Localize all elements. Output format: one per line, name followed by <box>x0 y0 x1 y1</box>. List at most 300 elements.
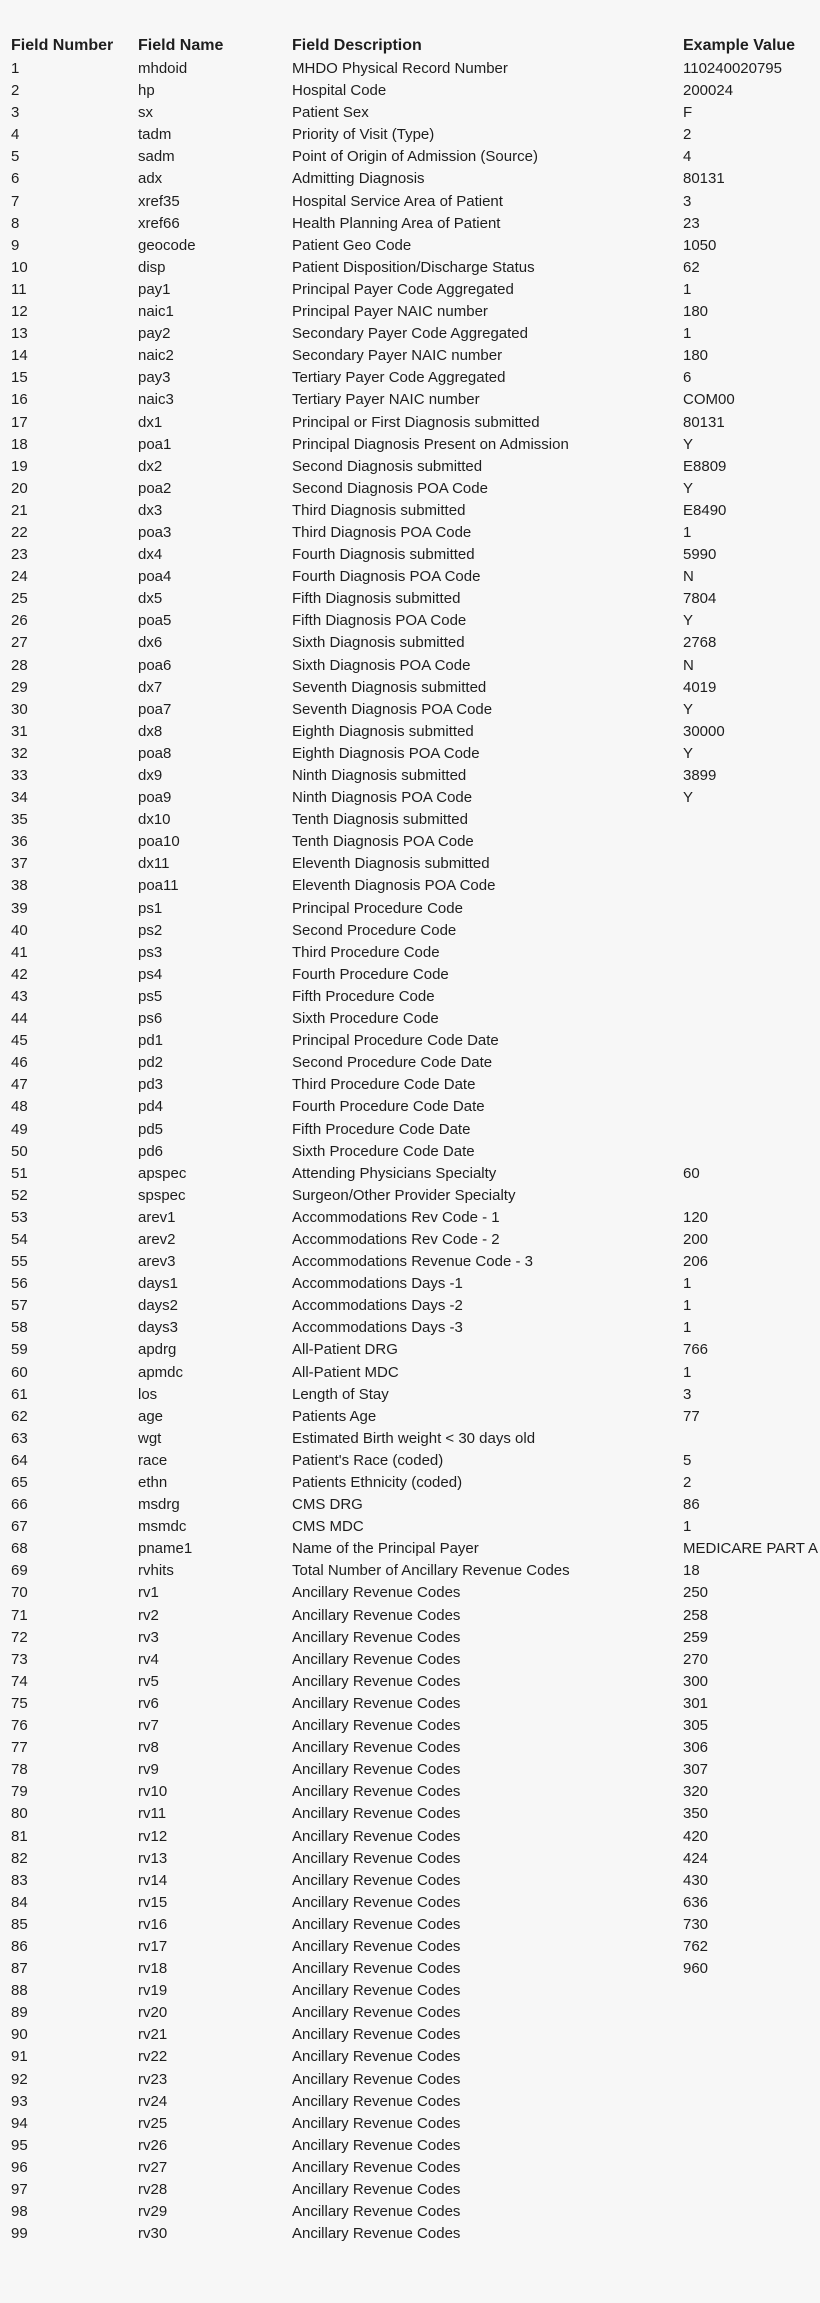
field-description-cell: Surgeon/Other Provider Specialty <box>292 1186 516 1204</box>
field-number-cell: 81 <box>11 1827 28 1845</box>
field-description-cell: Accommodations Rev Code - 1 <box>292 1208 500 1226</box>
table-row <box>11 1207 820 1229</box>
field-name-cell: rv30 <box>138 2225 168 2243</box>
table-row <box>11 80 820 102</box>
field-number-cell: 65 <box>11 1474 28 1491</box>
field-name-cell: rv4 <box>138 1650 159 1668</box>
field-description-cell: Accommodations Rev Code - 2 <box>292 1230 500 1248</box>
field-number-cell: 44 <box>11 1010 28 1028</box>
example-value-cell <box>683 1008 820 1030</box>
field-name-cell: dx1 <box>138 413 163 431</box>
table-row <box>11 942 820 964</box>
example-value-cell: 1050 <box>683 236 717 254</box>
table-row <box>11 191 820 213</box>
table-row <box>11 323 820 345</box>
table-row <box>11 964 820 986</box>
field-number-cell: 52 <box>11 1186 28 1204</box>
table-row <box>11 500 820 522</box>
field-name-cell: wgt <box>138 1429 162 1447</box>
field-number-cell: 83 <box>11 1871 28 1889</box>
field-number-cell: 9 <box>11 236 20 254</box>
field-name-cell: rv9 <box>138 1761 159 1779</box>
field-description-cell: Ancillary Revenue Codes <box>292 1694 461 1712</box>
field-description-cell: Ancillary Revenue Codes <box>292 2203 461 2221</box>
field-name-cell: days3 <box>138 1319 179 1337</box>
field-description-cell: Ancillary Revenue Codes <box>292 1672 461 1690</box>
field-name-cell: poa4 <box>138 568 172 586</box>
table-row <box>11 124 820 146</box>
field-number-cell: 12 <box>11 303 28 321</box>
table-row <box>11 1472 820 1494</box>
example-value-cell: COM00 <box>683 391 735 409</box>
example-value-cell: 2 <box>683 126 692 144</box>
table-row <box>11 1914 820 1936</box>
field-number-cell: 43 <box>11 987 28 1005</box>
field-number-cell: 29 <box>11 678 28 696</box>
example-value-cell: 3 <box>683 192 692 210</box>
field-name-cell: arev1 <box>138 1208 176 1226</box>
field-number-cell: 31 <box>11 722 28 740</box>
field-name-cell: sx <box>138 104 153 122</box>
table-row <box>11 2091 820 2113</box>
example-value-cell: 60 <box>683 1164 700 1182</box>
example-value-cell: 4 <box>683 148 692 166</box>
field-number-cell: 66 <box>11 1496 28 1514</box>
field-description-cell: Fifth Diagnosis POA Code <box>292 612 467 630</box>
field-number-cell: 76 <box>11 1717 28 1735</box>
field-name-cell: poa2 <box>138 479 172 497</box>
field-name-cell: pd2 <box>138 1054 164 1072</box>
field-name-cell: dx11 <box>138 855 170 873</box>
field-description-cell: Ancillary Revenue Codes <box>292 1960 461 1978</box>
field-description-cell: Fifth Procedure Code Date <box>292 1120 471 1138</box>
field-number-cell: 69 <box>11 1562 28 1580</box>
table-row <box>11 920 820 942</box>
field-description-cell: Fourth Diagnosis POA Code <box>292 568 481 586</box>
table-row <box>11 1251 820 1273</box>
field-description-cell: CMS DRG <box>292 1496 363 1514</box>
field-number-cell: 82 <box>11 1849 28 1867</box>
field-name-cell: rv8 <box>138 1739 159 1757</box>
example-value-cell: 180 <box>683 347 709 365</box>
field-description-cell: Ancillary Revenue Codes <box>292 1915 461 1933</box>
example-value-cell: 2 <box>683 1474 692 1491</box>
field-description-cell: Ancillary Revenue Codes <box>292 1584 461 1602</box>
field-name-cell: rv22 <box>138 2048 168 2066</box>
table-row <box>11 1627 820 1649</box>
table-row <box>11 566 820 588</box>
table-row <box>11 1848 820 1870</box>
field-description-cell: Accommodations Days -1 <box>292 1275 463 1293</box>
table-row <box>11 853 820 875</box>
field-name-cell: spspec <box>138 1186 186 1204</box>
field-name-cell: xref66 <box>138 214 180 232</box>
field-description-cell: Secondary Payer Code Aggregated <box>292 325 528 343</box>
table-row <box>11 2024 820 2046</box>
example-value-cell: 6 <box>683 369 692 387</box>
example-value-cell <box>683 2135 820 2157</box>
field-name-cell: apmdc <box>138 1363 184 1381</box>
field-name-cell: dx6 <box>138 634 163 652</box>
field-description-cell: Name of the Principal Payer <box>292 1540 479 1558</box>
example-value-cell: 1 <box>683 280 692 298</box>
field-number-cell: 39 <box>11 899 28 917</box>
table-row <box>11 1582 820 1604</box>
example-value-cell: 730 <box>683 1915 709 1933</box>
field-description-cell: Hospital Code <box>292 82 387 100</box>
example-value-cell: 7804 <box>683 590 717 608</box>
table-row <box>11 677 820 699</box>
example-value-cell <box>683 986 820 1008</box>
table-row <box>11 1560 820 1582</box>
table-row <box>11 875 820 897</box>
table-row <box>11 279 820 301</box>
table-row <box>11 2069 820 2091</box>
field-number-cell: 8 <box>11 214 20 232</box>
table-row <box>11 1715 820 1737</box>
table-row <box>11 1317 820 1339</box>
example-value-cell <box>683 1074 820 1096</box>
table-row <box>11 1384 820 1406</box>
field-description-cell: Ancillary Revenue Codes <box>292 2114 461 2132</box>
example-value-cell: 306 <box>683 1739 709 1757</box>
field-description-cell: Ancillary Revenue Codes <box>292 2092 461 2110</box>
field-number-cell: 33 <box>11 767 28 784</box>
table-row <box>11 831 820 853</box>
field-name-cell: dx7 <box>138 678 163 696</box>
table-row <box>11 434 820 456</box>
field-number-cell: 13 <box>11 325 28 343</box>
example-value-cell <box>683 853 820 875</box>
field-description-cell: Hospital Service Area of Patient <box>292 192 503 210</box>
example-value-cell <box>683 831 820 853</box>
field-description-cell: Tertiary Payer NAIC number <box>292 391 480 409</box>
field-description-cell: Patients Age <box>292 1407 377 1425</box>
field-description-cell: Ancillary Revenue Codes <box>292 1849 461 1867</box>
example-value-cell <box>683 964 820 986</box>
example-value-cell <box>683 1052 820 1074</box>
field-number-cell: 18 <box>11 435 28 453</box>
field-name-cell: msmdc <box>138 1518 187 1536</box>
field-name-cell: apspec <box>138 1164 187 1182</box>
field-description-cell: Third Procedure Code <box>292 943 440 961</box>
field-number-cell: 89 <box>11 2004 28 2022</box>
field-name-cell: poa10 <box>138 833 180 851</box>
field-description-cell: Fourth Diagnosis submitted <box>292 546 475 564</box>
field-number-cell: 92 <box>11 2070 28 2088</box>
field-name-cell: dx9 <box>138 767 163 784</box>
example-value-cell: 250 <box>683 1584 709 1602</box>
field-description-cell: Accommodations Days -3 <box>292 1319 463 1337</box>
field-number-cell: 96 <box>11 2158 28 2176</box>
table-row <box>11 1494 820 1516</box>
field-number-cell: 4 <box>11 126 20 144</box>
example-value-cell: 4019 <box>683 678 717 696</box>
example-value-cell <box>683 2201 820 2223</box>
example-value-cell: F <box>683 104 693 122</box>
example-value-cell <box>683 1119 820 1141</box>
field-number-cell: 2 <box>11 82 20 100</box>
example-value-cell <box>683 2024 820 2046</box>
field-name-cell: rvhits <box>138 1562 174 1580</box>
field-name-cell: pay1 <box>138 280 171 298</box>
field-description-cell: Principal or First Diagnosis submitted <box>292 413 540 431</box>
example-value-cell <box>683 920 820 942</box>
example-value-cell <box>683 2069 820 2091</box>
table-row <box>11 1803 820 1825</box>
field-number-cell: 74 <box>11 1672 28 1690</box>
field-name-cell: disp <box>138 258 166 276</box>
field-number-cell: 59 <box>11 1341 28 1359</box>
example-value-cell <box>683 1185 820 1207</box>
field-number-cell: 86 <box>11 1937 28 1955</box>
table-row <box>11 1229 820 1251</box>
field-description-cell: Ancillary Revenue Codes <box>292 1717 461 1735</box>
field-number-cell: 68 <box>11 1540 28 1558</box>
header-field-name: Field Name <box>138 37 224 54</box>
field-name-cell: poa11 <box>138 877 179 895</box>
field-number-cell: 88 <box>11 1982 28 2000</box>
field-description-cell: Accommodations Days -2 <box>292 1297 463 1315</box>
field-name-cell: naic2 <box>138 347 174 365</box>
table-row <box>11 898 820 920</box>
field-description-cell: Eleventh Diagnosis POA Code <box>292 877 496 895</box>
field-number-cell: 97 <box>11 2181 28 2198</box>
field-description-cell: Estimated Birth weight < 30 days old <box>292 1429 536 1447</box>
table-row <box>11 1759 820 1781</box>
example-value-cell: 301 <box>683 1694 709 1712</box>
field-description-cell: Tenth Diagnosis POA Code <box>292 833 474 851</box>
table-row <box>11 456 820 478</box>
field-number-cell: 27 <box>11 634 28 652</box>
field-number-cell: 40 <box>11 921 28 939</box>
table-row <box>11 610 820 632</box>
field-name-cell: rv29 <box>138 2203 168 2221</box>
field-name-cell: rv14 <box>138 1871 168 1889</box>
table-row <box>11 1870 820 1892</box>
field-number-cell: 91 <box>11 2048 28 2066</box>
table-row <box>11 1273 820 1295</box>
example-value-cell: Y <box>683 435 694 453</box>
example-value-cell: 636 <box>683 1893 709 1911</box>
field-number-cell: 26 <box>11 612 28 630</box>
example-value-cell: Y <box>683 612 694 630</box>
field-description-cell: Principal Payer Code Aggregated <box>292 280 514 298</box>
example-value-cell: 62 <box>683 258 700 276</box>
example-value-cell <box>683 875 820 897</box>
field-number-cell: 37 <box>11 855 28 873</box>
field-name-cell: pd1 <box>138 1032 164 1050</box>
field-name-cell: poa5 <box>138 612 172 630</box>
example-value-cell: 1 <box>683 1297 692 1315</box>
table-row <box>11 412 820 434</box>
field-description-cell: Ancillary Revenue Codes <box>292 2181 461 2198</box>
field-description-cell: Total Number of Ancillary Revenue Codes <box>292 1562 570 1580</box>
table-row <box>11 2223 820 2245</box>
field-number-cell: 36 <box>11 833 28 851</box>
field-name-cell: sadm <box>138 148 175 166</box>
example-value-cell: MEDICARE PART A <box>683 1540 819 1558</box>
table-row <box>11 102 820 124</box>
field-number-cell: 15 <box>11 369 28 387</box>
example-value-cell: 420 <box>683 1827 709 1845</box>
example-value-cell: 1 <box>683 523 692 541</box>
example-value-cell <box>683 2046 820 2068</box>
field-layout-table <box>11 34 820 2245</box>
field-number-cell: 70 <box>11 1584 28 1602</box>
example-value-cell <box>683 898 820 920</box>
field-name-cell: poa7 <box>138 700 172 718</box>
field-description-cell: Secondary Payer NAIC number <box>292 347 503 365</box>
field-name-cell: poa3 <box>138 523 172 541</box>
field-description-cell: Ancillary Revenue Codes <box>292 1827 461 1845</box>
example-value-cell: 200024 <box>683 82 734 100</box>
field-number-cell: 60 <box>11 1363 28 1381</box>
field-description-cell: Attending Physicians Specialty <box>292 1164 497 1182</box>
field-name-cell: ps4 <box>138 965 163 983</box>
field-number-cell: 56 <box>11 1275 28 1293</box>
table-row <box>11 168 820 190</box>
field-name-cell: pay3 <box>138 369 171 387</box>
field-description-cell: Ancillary Revenue Codes <box>292 1783 461 1801</box>
field-name-cell: rv18 <box>138 1960 168 1978</box>
field-name-cell: dx3 <box>138 501 163 519</box>
example-value-cell: Y <box>683 479 694 497</box>
field-name-cell: rv6 <box>138 1694 159 1712</box>
field-number-cell: 80 <box>11 1805 28 1823</box>
table-row <box>11 1450 820 1472</box>
table-row <box>11 809 820 831</box>
field-number-cell: 41 <box>11 943 28 961</box>
table-row <box>11 787 820 809</box>
field-number-cell: 14 <box>11 347 28 365</box>
example-value-cell: 320 <box>683 1783 709 1801</box>
field-name-cell: rv26 <box>138 2136 168 2154</box>
example-value-cell: 258 <box>683 1606 709 1624</box>
field-name-cell: dx10 <box>138 811 171 829</box>
field-name-cell: age <box>138 1407 164 1425</box>
field-name-cell: dx8 <box>138 722 163 740</box>
field-description-cell: Priority of Visit (Type) <box>292 126 435 144</box>
field-description-cell: Tenth Diagnosis submitted <box>292 811 468 829</box>
field-description-cell: Third Diagnosis POA Code <box>292 523 472 541</box>
example-value-cell: 5 <box>683 1451 692 1469</box>
example-value-cell: 960 <box>683 1960 709 1978</box>
field-number-cell: 30 <box>11 700 28 718</box>
example-value-cell <box>683 942 820 964</box>
table-row <box>11 632 820 654</box>
field-name-cell: rv5 <box>138 1672 159 1690</box>
field-number-cell: 25 <box>11 590 28 608</box>
field-description-cell: Principal Payer NAIC number <box>292 303 488 321</box>
table-row <box>11 1936 820 1958</box>
example-value-cell: 270 <box>683 1650 709 1668</box>
field-name-cell: rv10 <box>138 1783 168 1801</box>
example-value-cell: 300 <box>683 1672 709 1690</box>
example-value-cell: 305 <box>683 1717 709 1735</box>
field-number-cell: 16 <box>11 391 28 409</box>
field-number-cell: 55 <box>11 1253 28 1271</box>
field-description-cell: Ancillary Revenue Codes <box>292 1982 461 2000</box>
example-value-cell <box>683 2157 820 2179</box>
field-description-cell: Principal Procedure Code <box>292 899 463 917</box>
field-name-cell: rv3 <box>138 1628 159 1646</box>
table-row <box>11 235 820 257</box>
field-description-cell: Ancillary Revenue Codes <box>292 1937 461 1955</box>
field-number-cell: 63 <box>11 1429 28 1447</box>
field-layout-document <box>11 34 820 2245</box>
field-description-cell: Ancillary Revenue Codes <box>292 1606 461 1624</box>
example-value-cell <box>683 2113 820 2135</box>
field-description-cell: Patient Disposition/Discharge Status <box>292 258 535 276</box>
field-name-cell: rv25 <box>138 2114 168 2132</box>
field-name-cell: pd3 <box>138 1076 164 1094</box>
example-value-cell: 120 <box>683 1208 709 1226</box>
example-value-cell: 3899 <box>683 767 717 784</box>
field-number-cell: 45 <box>11 1032 28 1050</box>
field-description-cell: Third Procedure Code Date <box>292 1076 476 1094</box>
example-value-cell: 80131 <box>683 413 725 431</box>
field-name-cell: days1 <box>138 1275 179 1293</box>
field-name-cell: naic3 <box>138 391 174 409</box>
field-name-cell: pd6 <box>138 1142 164 1160</box>
table-row <box>11 389 820 411</box>
field-description-cell: Fourth Procedure Code <box>292 965 449 983</box>
example-value-cell: 762 <box>683 1937 709 1955</box>
field-description-cell: Ancillary Revenue Codes <box>292 1805 461 1823</box>
table-row <box>11 1516 820 1538</box>
example-value-cell <box>683 2179 820 2201</box>
field-name-cell: ps5 <box>138 987 163 1005</box>
field-number-cell: 61 <box>11 1385 28 1403</box>
table-row <box>11 58 820 80</box>
example-value-cell: 424 <box>683 1849 709 1867</box>
table-row <box>11 1119 820 1141</box>
field-description-cell: Ancillary Revenue Codes <box>292 1628 461 1646</box>
field-number-cell: 22 <box>11 523 28 541</box>
example-value-cell: Y <box>683 789 694 807</box>
example-value-cell <box>683 2002 820 2024</box>
table-row <box>11 1958 820 1980</box>
field-description-cell: Ancillary Revenue Codes <box>292 1650 461 1668</box>
example-value-cell: 18 <box>683 1562 700 1580</box>
field-number-cell: 67 <box>11 1518 28 1536</box>
example-value-cell: 23 <box>683 214 700 232</box>
field-name-cell: mhdoid <box>138 60 188 77</box>
field-description-cell: Fifth Procedure Code <box>292 987 435 1005</box>
field-number-cell: 78 <box>11 1761 28 1779</box>
field-name-cell: ethn <box>138 1474 168 1491</box>
field-number-cell: 57 <box>11 1297 28 1315</box>
field-name-cell: dx2 <box>138 457 163 475</box>
table-row <box>11 1163 820 1185</box>
field-number-cell: 94 <box>11 2114 28 2132</box>
field-description-cell: Ancillary Revenue Codes <box>292 2070 461 2088</box>
field-name-cell: rv2 <box>138 1606 159 1624</box>
example-value-cell <box>683 1030 820 1052</box>
field-description-cell: Sixth Diagnosis POA Code <box>292 656 471 674</box>
example-value-cell <box>683 1096 820 1118</box>
table-row <box>11 1339 820 1361</box>
field-number-cell: 99 <box>11 2225 28 2243</box>
field-number-cell: 62 <box>11 1407 28 1425</box>
table-row <box>11 1074 820 1096</box>
table-row <box>11 1052 820 1074</box>
example-value-cell <box>683 1980 820 2002</box>
table-row <box>11 721 820 743</box>
table-row <box>11 522 820 544</box>
field-number-cell: 20 <box>11 479 28 497</box>
